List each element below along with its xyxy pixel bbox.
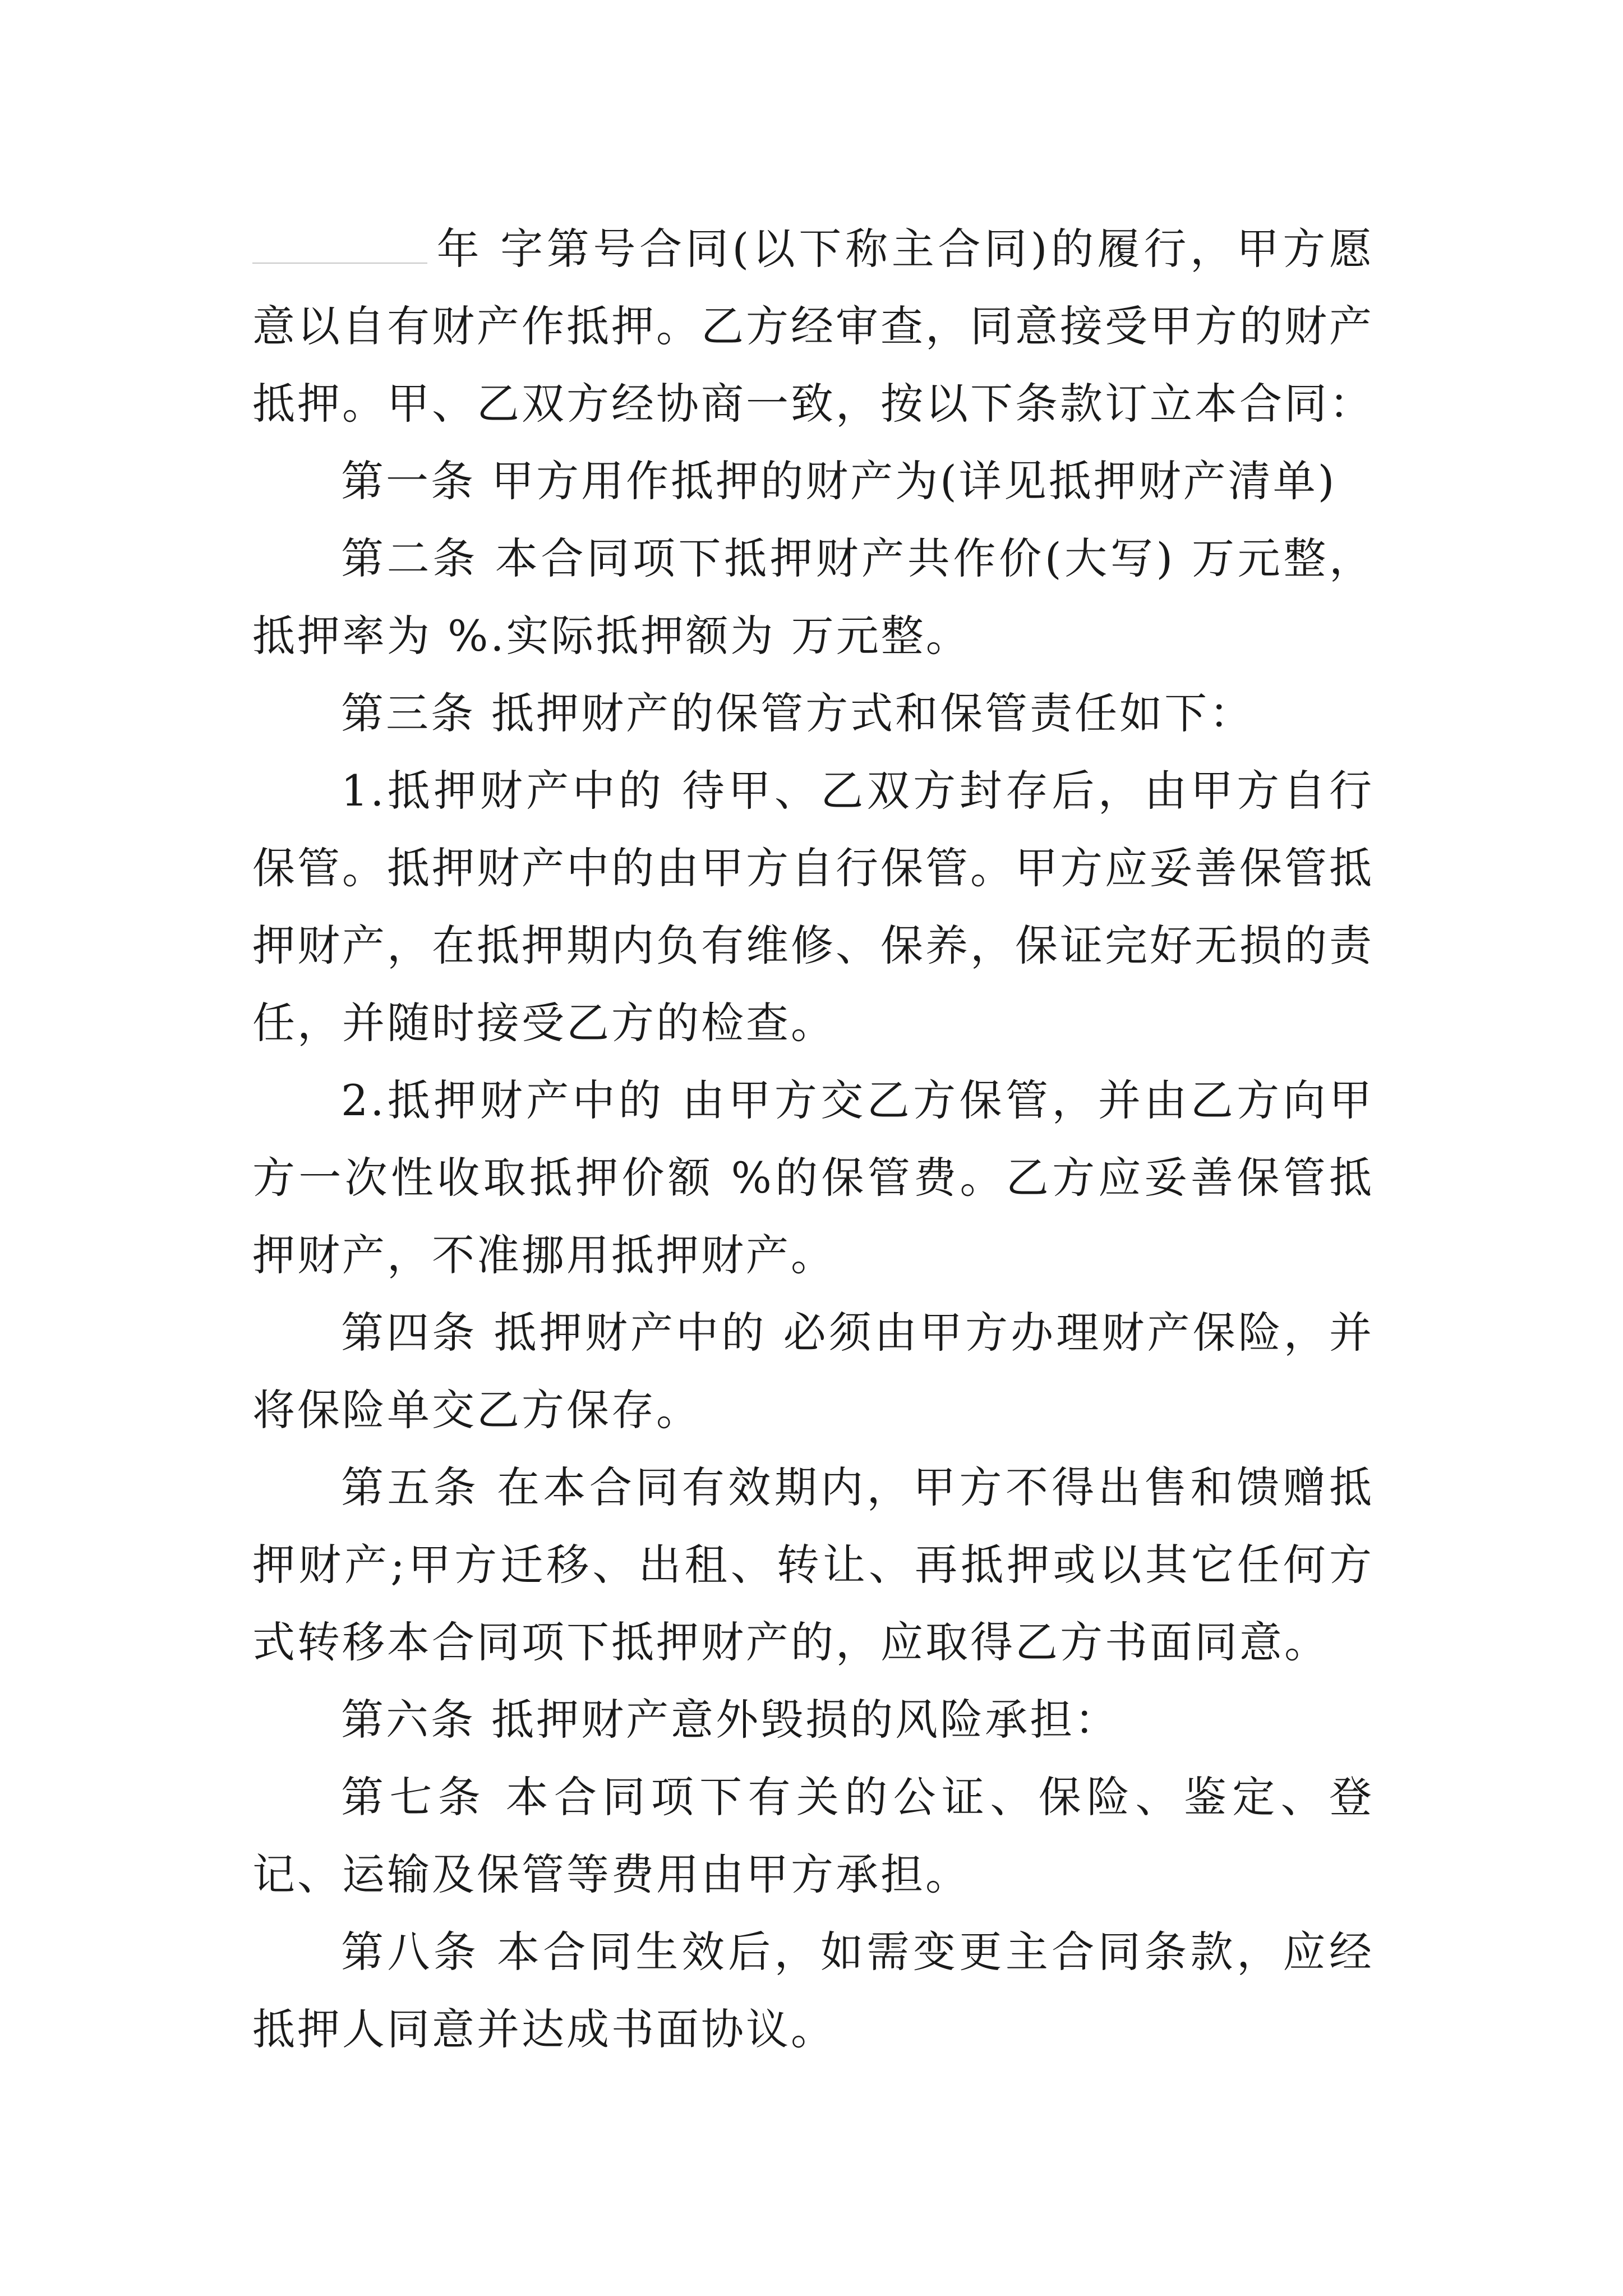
paragraph-intro xyxy=(252,210,1374,443)
contract-body xyxy=(252,210,1374,2068)
paragraph-intro-text: 年 字第号合同(以下称主合同)的履行，甲方愿意以自有财产作抵押。乙方经审查，同意接受甲方的财产抵押。甲、乙双方经协商一致，按以下条款订立本合同： xyxy=(252,224,1374,429)
article-3: 第三条 抵押财产的保管方式和保管责任如下： xyxy=(341,688,1255,738)
fill-in-blank xyxy=(252,262,427,264)
article-3-item-1: 1.抵押财产中的 待甲、乙双方封存后，由甲方自行保管。抵押财产中的由甲方自行保管。甲方应妥善保管抵押财产，在抵押期内负有维修、保养，保证完好无损的责任，并随时接受乙方的检查。 xyxy=(252,766,1374,1048)
article-4: 第四条 抵押财产中的 必须由甲方办理财产保险，并将保险单交乙方保存。 xyxy=(252,1308,1374,1435)
article-5: 第五条 在本合同有效期内，甲方不得出售和馈赠抵押财产;甲方迁移、出租、转让、再抵押或以其它任何方式转移本合同项下抵押财产的，应取得乙方书面同意。 xyxy=(252,1462,1374,1667)
article-6: 第六条 抵押财产意外毁损的风险承担： xyxy=(341,1695,1120,1745)
article-7: 第七条 本合同项下有关的公证、保险、鉴定、登记、运输及保管等费用由甲方承担。 xyxy=(252,1772,1374,1899)
article-2: 第二条 本合同项下抵押财产共作价(大写) 万元整，抵押率为 %.实际抵押额为 万元整。 xyxy=(252,533,1374,661)
article-8: 第八条 本合同生效后，如需变更主合同条款，应经抵押人同意并达成书面协议。 xyxy=(252,1927,1374,2054)
article-1: 第一条 甲方用作抵押的财产为(详见抵押财产清单) xyxy=(341,456,1337,506)
article-3-item-2: 2.抵押财产中的 由甲方交乙方保管，并由乙方向甲方一次性收取抵押价额 %的保管费。乙方应妥善保管抵押财产，不准挪用抵押财产。 xyxy=(252,1075,1374,1280)
